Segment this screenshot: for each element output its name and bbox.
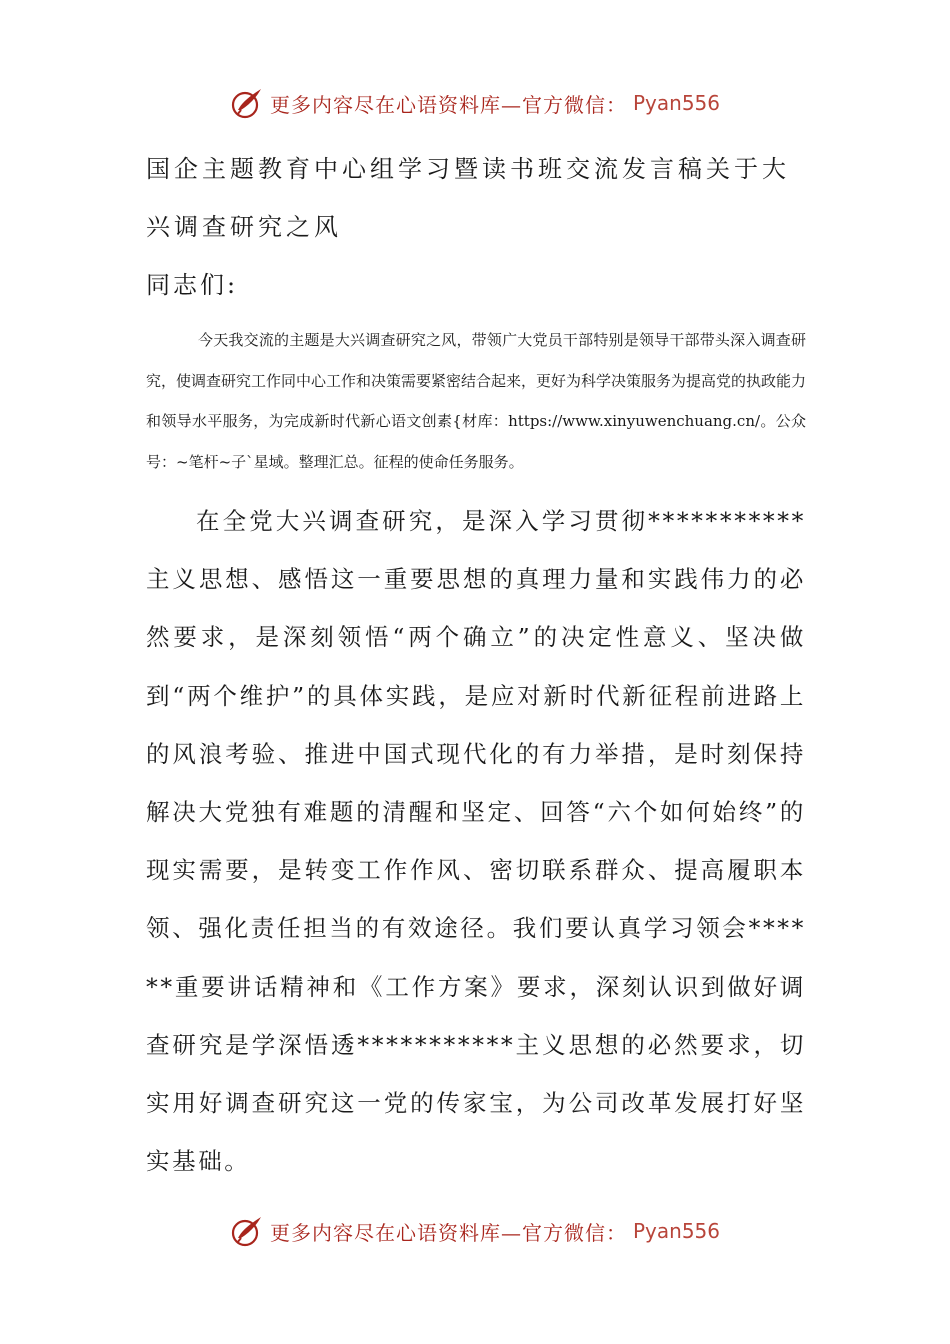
watermark-wechat-id: Pyan556	[632, 1219, 720, 1243]
watermark-text: 更多内容尽在心语资料库—官方微信：	[269, 1220, 627, 1245]
watermark-text: 更多内容尽在心语资料库—官方微信：	[269, 92, 627, 117]
intro-paragraph: 今天我交流的主题是大兴调查研究之风，带领广大党员干部特别是领导干部带头深入调查研究，使调查研究工作同中心工作和决策需要紧密结合起来，更好为科学决策服务为提高党的执政能力和领导水平服务，为完成新时代新心语文创素{材库：https://www.xinyuwenchuang.cn/。公众号：~笔杆~子`星域。整理汇总。征程的使命任务服务。	[146, 331, 807, 471]
quill-logo-icon	[230, 1214, 264, 1248]
quill-logo-icon	[230, 86, 264, 120]
watermark-wechat-id: Pyan556	[632, 91, 720, 115]
salutation: 同志们:	[146, 271, 239, 299]
header-watermark	[0, 86, 950, 120]
main-paragraph: 在全党大兴调查研究，是深入学习贯彻***********主义思想、感悟这一重要思想的真理力量和实践伟力的必然要求，是深刻领悟“两个确立”的决定性意义、坚决做到“两个维护”的具体实践，是应对新时代新征程前进路上的风浪考验、推进中国式现代化的有力举措，是时刻保持解决大党独有难题的清醒和坚定、回答“六个如何始终”的现实需要，是转变工作作风、密切联系群众、提高履职本领、强化责任担当的有效途径。我们要认真学习领会******重要讲话精神和《工作方案》要求，深刻认识到做好调查研究是学深悟透***********主义思想的必然要求，切实用好调查研究这一党的传家宝，为公司改革发展打好坚实基础。	[146, 507, 806, 1176]
document-body	[146, 140, 806, 1190]
footer-watermark	[0, 1214, 950, 1248]
document-title: 国企主题教育中心组学习暨读书班交流发言稿关于大兴调查研究之风	[146, 155, 790, 241]
